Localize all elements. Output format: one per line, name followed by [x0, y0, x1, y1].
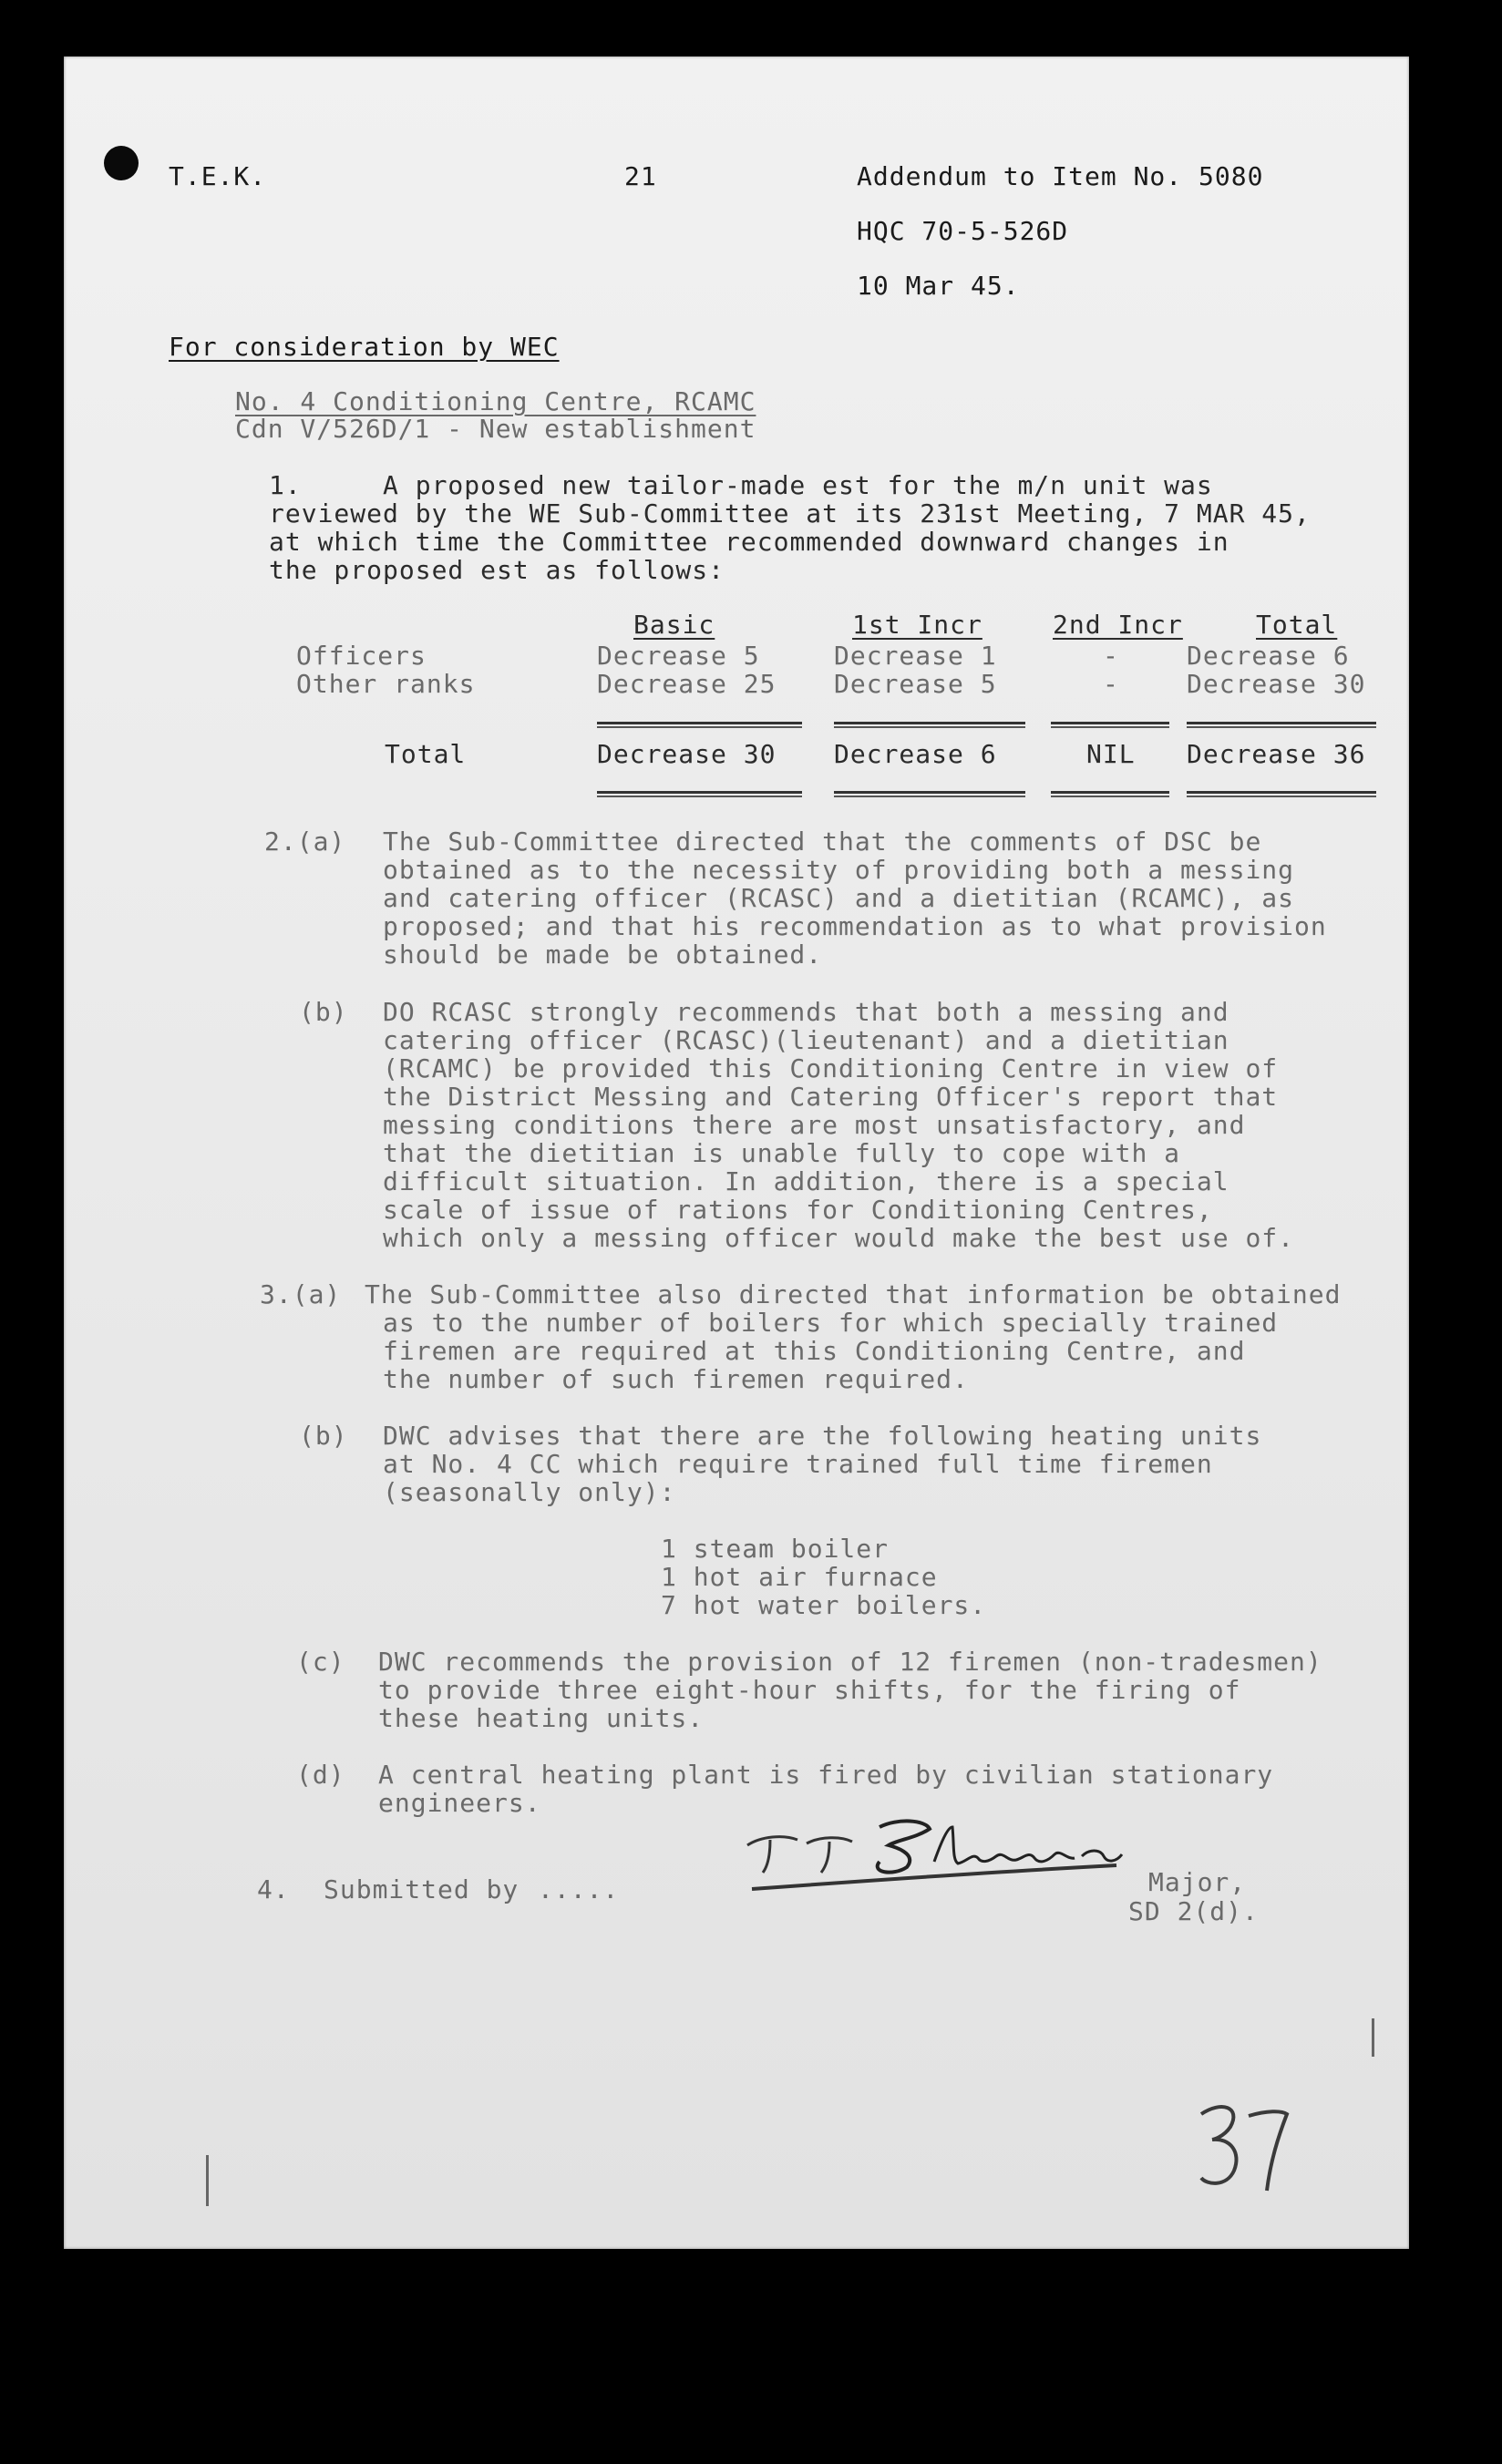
table-header-incr2: 2nd Incr — [1053, 610, 1183, 640]
cell-basic: Decrease 30 — [597, 739, 777, 769]
cell-total: Decrease 6 — [1187, 641, 1350, 671]
heating-unit-item: 1 hot air furnace — [661, 1562, 938, 1592]
signature-dots: ..... — [538, 1874, 620, 1904]
margin-mark — [206, 2155, 209, 2206]
consideration-heading: For consideration by WEC — [169, 332, 560, 362]
handwritten-signature — [743, 1809, 1171, 1891]
para2b-line: messing conditions there are most unsatisfactory, and — [383, 1110, 1246, 1140]
cell-incr1: Decrease 1 — [834, 641, 997, 671]
para3c-number: (c) — [296, 1647, 345, 1677]
submitted-by-label: Submitted by — [324, 1874, 520, 1904]
para3a-line: the number of such firemen required. — [383, 1364, 969, 1394]
document-date: 10 Mar 45. — [857, 271, 1020, 301]
para2b-line: scale of issue of rations for Conditioning Centres, — [383, 1195, 1213, 1225]
table-header-total: Total — [1256, 610, 1338, 640]
para3a-line: as to the number of boilers for which specially trained — [383, 1308, 1279, 1338]
para2a-line: proposed; and that his recommendation as to what provision — [383, 911, 1327, 941]
para2a-line: and catering officer (RCASC) and a dietitian (RCAMC), as — [383, 883, 1295, 913]
cell-incr1: Decrease 6 — [834, 739, 997, 769]
cell-total: Decrease 36 — [1187, 739, 1366, 769]
para3d-number: (d) — [296, 1760, 345, 1790]
punch-hole — [104, 146, 139, 180]
para3b-number: (b) — [299, 1421, 348, 1451]
row-label-officers: Officers — [296, 641, 427, 671]
cell-incr1: Decrease 5 — [834, 669, 997, 699]
heating-unit-item: 7 hot water boilers. — [661, 1590, 987, 1620]
signatory-rank: Major, — [1148, 1867, 1247, 1897]
table-rule — [597, 791, 802, 797]
para3a-number: 3.(a) — [260, 1279, 342, 1309]
table-rule — [1051, 791, 1169, 797]
folio-number-glyphs — [1194, 2096, 1294, 2196]
para2a-line: The Sub-Committee directed that the comments of DSC be — [383, 826, 1262, 857]
row-label-other-ranks: Other ranks — [296, 669, 476, 699]
establishment-line: Cdn V/526D/1 - New establishment — [235, 414, 756, 444]
table-rule — [834, 791, 1025, 797]
para1-line: A proposed new tailor-made est for the m/n unit was — [383, 470, 1213, 500]
row-label-total: Total — [385, 739, 467, 769]
para3d-line: engineers. — [378, 1788, 541, 1818]
signatory-branch: SD 2(d). — [1128, 1896, 1259, 1926]
para3b-line: (seasonally only): — [383, 1477, 676, 1507]
para2b-line: the District Messing and Catering Officer's report that — [383, 1082, 1279, 1112]
para3b-line: at No. 4 CC which require trained full time firemen — [383, 1449, 1213, 1479]
table-rule — [597, 722, 802, 728]
para3a-line: firemen are required at this Conditioning Centre, and — [383, 1336, 1246, 1366]
para1-line: reviewed by the WE Sub-Committee at its 231st Meeting, 7 MAR 45, — [269, 498, 1311, 529]
para1-number: 1. — [269, 470, 302, 500]
table-rule — [1187, 722, 1376, 728]
page-number: 21 — [624, 161, 657, 191]
para2a-line: should be made be obtained. — [383, 939, 823, 970]
addendum-label: Addendum to Item No. 5080 — [857, 161, 1264, 191]
margin-mark — [1372, 2018, 1374, 2057]
cell-total: Decrease 30 — [1187, 669, 1366, 699]
para3a-line: The Sub-Committee also directed that information be obtained — [365, 1279, 1342, 1309]
table-rule — [1187, 791, 1376, 797]
para2b-line: (RCAMC) be provided this Conditioning Centre in view of — [383, 1053, 1279, 1083]
cell-basic: Decrease 5 — [597, 641, 760, 671]
initials: T.E.K. — [169, 161, 267, 191]
file-reference: HQC 70-5-526D — [857, 216, 1069, 246]
para3d-line: A central heating plant is fired by civilian stationary — [378, 1760, 1274, 1790]
para3b-line: DWC advises that there are the following heating units — [383, 1421, 1262, 1451]
cell-incr2: - — [1103, 669, 1119, 699]
para2b-line: difficult situation. In addition, there is a special — [383, 1166, 1229, 1196]
para2b-line: that the dietitian is unable fully to cope with a — [383, 1138, 1181, 1168]
para2a-line: obtained as to the necessity of providing both a messing — [383, 855, 1295, 885]
para1-line: the proposed est as follows: — [269, 555, 725, 585]
heating-unit-item: 1 steam boiler — [661, 1534, 890, 1564]
table-rule — [1051, 722, 1169, 728]
cell-basic: Decrease 25 — [597, 669, 777, 699]
table-header-basic: Basic — [633, 610, 715, 640]
unit-title: No. 4 Conditioning Centre, RCAMC — [235, 386, 756, 416]
para3c-line: to provide three eight-hour shifts, for the firing of — [378, 1675, 1241, 1705]
cell-incr2: NIL — [1086, 739, 1136, 769]
para2b-line: catering officer (RCASC)(lieutenant) and a dietitian — [383, 1025, 1229, 1055]
handwritten-folio-number — [1194, 2096, 1294, 2200]
cell-incr2: - — [1103, 641, 1119, 671]
table-rule — [834, 722, 1025, 728]
para1-line: at which time the Committee recommended downward changes in — [269, 527, 1229, 557]
para2b-number: (b) — [299, 997, 348, 1027]
table-header-incr1: 1st Incr — [852, 610, 982, 640]
para2a-number: 2.(a) — [264, 826, 346, 857]
para4-number: 4. — [257, 1874, 290, 1904]
para2b-line: which only a messing officer would make the best use of. — [383, 1223, 1295, 1253]
para3c-line: DWC recommends the provision of 12 firemen (non-tradesmen) — [378, 1647, 1322, 1677]
para2b-line: DO RCASC strongly recommends that both a messing and — [383, 997, 1229, 1027]
para3c-line: these heating units. — [378, 1703, 705, 1733]
